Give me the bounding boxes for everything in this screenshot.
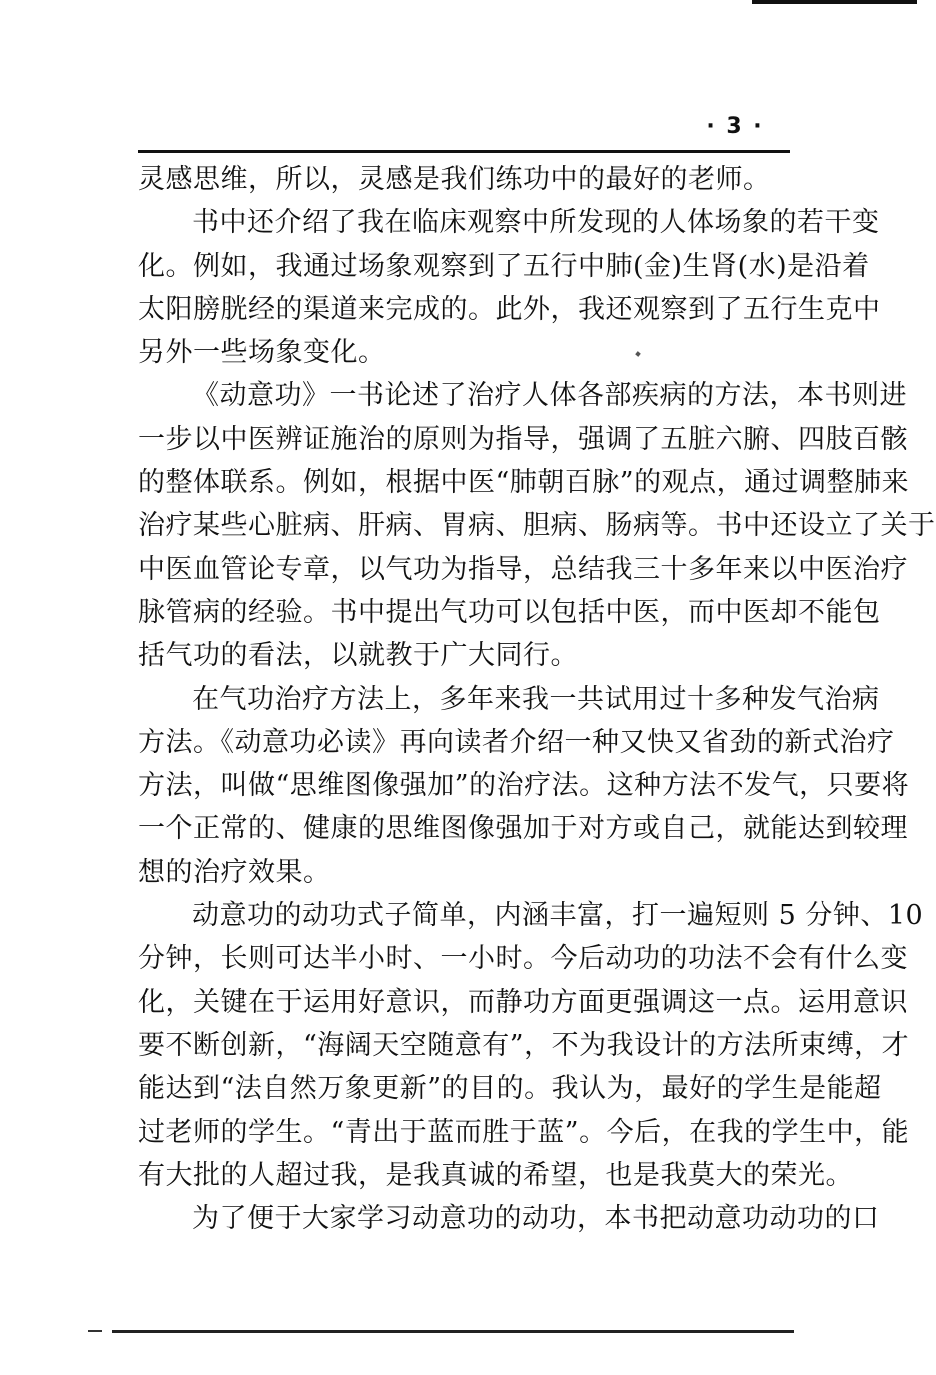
top-edge-rule: [752, 0, 917, 4]
text-line: 太阳膀胱经的渠道来完成的。此外，我还观察到了五行生克中: [138, 293, 881, 325]
text-line: 在气功治疗方法上，多年来我一共试用过十多种发气治病: [192, 683, 880, 715]
body-text: [138, 158, 936, 1240]
header-rule: [138, 150, 790, 153]
text-line: 化，关键在于运用好意识，而静功方面更强调这一点。运用意识: [138, 986, 908, 1018]
footer-rule: [112, 1330, 794, 1333]
text-line: 《动意功》一书论述了治疗人体各部疾病的方法，本书则进: [192, 380, 907, 412]
text-line: 脉管病的经验。书中提出气功可以包括中医，而中医却不能包: [138, 596, 881, 628]
text-line: 书中还介绍了我在临床观察中所发现的人体场象的若干变: [192, 207, 880, 239]
text-line: 想的治疗效果。: [138, 856, 331, 888]
text-line: 治疗某些心脏病、肝病、胃病、胆病、肠病等。书中还设立了关于: [138, 510, 936, 542]
text-line: 要不断创新，“海阔天空随意有”，不为我设计的方法所束缚，才: [138, 1029, 910, 1061]
text-line: 有大批的人超过我，是我真诚的希望，也是我莫大的荣光。: [138, 1159, 853, 1191]
text-line: 能达到“法自然万象更新”的目的。我认为，最好的学生是能超: [138, 1073, 882, 1105]
text-line: 的整体联系。例如，根据中医“肺朝百脉”的观点，通过调整肺来: [138, 467, 910, 499]
text-line: 化。例如，我通过场象观察到了五行中肺(金)生肾(水)是沿着: [138, 250, 870, 282]
text-line: 分钟，长则可达半小时、一小时。今后动功的功法不会有什么变: [138, 943, 908, 975]
text-line: 为了便于大家学习动意功的动功，本书把动意功动功的口: [192, 1203, 880, 1235]
footer-dash: [88, 1330, 102, 1332]
text-line: 括气功的看法，以就教于广大同行。: [138, 640, 578, 672]
text-line: 过老师的学生。“青出于蓝而胜于蓝”。今后，在我的学生中，能: [138, 1116, 910, 1148]
text-line: 另外一些场象变化。: [138, 337, 386, 369]
text-line: 方法。《动意功必读》再向读者介绍一种又快又省劲的新式治疗: [138, 726, 895, 758]
text-line: 动意功的动功式子简单，内涵丰富，打一遍短则 5 分钟、10: [192, 900, 924, 932]
text-line: 灵感思维，所以，灵感是我们练功中的最好的老师。: [138, 164, 771, 195]
page-number: · 3 ·: [706, 114, 764, 139]
text-line: 中医血管论专章，以气功为指导，总结我三十多年来以中医治疗: [138, 553, 908, 585]
text-line: 方法，叫做“思维图像强加”的治疗法。这种方法不发气，只要将: [138, 770, 910, 802]
text-line: 一步以中医辨证施治的原则为指导，强调了五脏六腑、四肢百骸: [138, 423, 908, 455]
text-line: 一个正常的、健康的思维图像强加于对方或自己，就能达到较理: [138, 813, 908, 845]
